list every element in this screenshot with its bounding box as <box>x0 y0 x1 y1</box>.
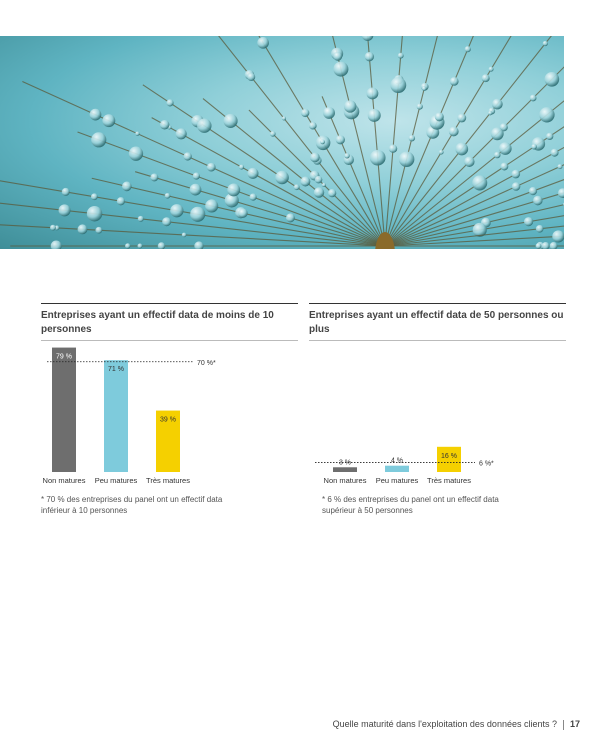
photo-drop <box>389 144 397 152</box>
photo-drop <box>184 152 192 160</box>
photo-stem <box>385 36 406 246</box>
page-footer <box>333 719 580 730</box>
photo-drop <box>489 67 494 72</box>
photo-stem <box>367 36 385 246</box>
photo-drop <box>449 127 459 137</box>
photo-drop <box>539 107 554 122</box>
photo-drop <box>257 37 269 49</box>
photo-drop <box>102 114 115 127</box>
photo-drop <box>314 187 324 197</box>
value-label: 39 % <box>160 416 176 424</box>
bar-peu-matures <box>385 466 409 472</box>
photo-drop <box>117 197 125 205</box>
photo-drop <box>190 184 202 196</box>
photo-drop <box>315 176 323 184</box>
photo-drop <box>550 242 558 249</box>
photo-drop <box>197 118 211 132</box>
category-label: Non matures <box>42 476 86 485</box>
photo-drop <box>465 46 471 52</box>
photo-drop <box>536 243 542 249</box>
bar-non-matures <box>333 467 357 472</box>
bar-chart-left <box>41 345 298 490</box>
photo-drop <box>207 163 216 172</box>
photo-drop <box>135 132 139 136</box>
photo-drop <box>239 165 244 170</box>
footnote-right: * 6 % des entreprises du panel ont un effectif data supérieur à 50 personnes <box>322 495 499 515</box>
photo-stem <box>22 81 385 246</box>
photo-drop <box>270 131 276 137</box>
photo-drop <box>51 240 62 249</box>
photo-drop <box>176 128 187 139</box>
chart-title-left: Entreprises ayant un effectif data de moins de 10 personnes <box>41 304 298 341</box>
photo-stem <box>0 166 385 246</box>
photo-drop <box>398 53 404 59</box>
value-label: 79 % <box>56 353 72 361</box>
category-label: Peu matures <box>375 476 419 485</box>
bar-peu-matures <box>104 360 128 472</box>
dandelion-water-drops-photo <box>0 36 564 249</box>
photo-drop <box>301 109 309 117</box>
value-label: 71 % <box>108 366 124 374</box>
photo-stem <box>385 200 564 246</box>
photo-drop <box>390 77 406 93</box>
photo-drop <box>409 135 415 141</box>
photo-drop <box>249 193 256 200</box>
photo-drop <box>563 202 564 206</box>
photo-drop <box>557 164 562 169</box>
photo-drop <box>205 199 218 212</box>
photo-drop <box>328 189 336 197</box>
photo-drop <box>309 122 317 130</box>
photo-drop <box>511 170 520 179</box>
photo-drop <box>536 225 544 233</box>
photo-drop <box>138 216 144 222</box>
chart-panel-right <box>309 303 566 341</box>
photo-drop <box>138 244 143 249</box>
photo-drop <box>399 152 415 168</box>
photo-drop <box>322 183 326 187</box>
photo-drop <box>524 217 533 226</box>
photo-drop <box>488 111 492 115</box>
photo-drop <box>531 144 537 150</box>
photo-drop <box>310 153 320 163</box>
photo-drop <box>551 149 559 157</box>
photo-drop <box>552 230 564 242</box>
photo-drop <box>62 188 70 196</box>
photo-drop <box>455 143 468 156</box>
photo-drop <box>78 224 88 234</box>
photo-drop <box>166 99 173 106</box>
photo-drop <box>482 74 490 82</box>
photo-drop <box>190 207 205 222</box>
photo-drop <box>530 95 537 102</box>
photo-drop <box>512 182 521 191</box>
photo-drop <box>435 112 444 121</box>
value-label: 3 % <box>338 459 352 467</box>
photo-drop <box>439 150 444 155</box>
photo-drop <box>91 193 98 200</box>
photo-drop <box>224 114 238 128</box>
photo-drop <box>499 142 512 155</box>
photo-drop <box>417 104 423 110</box>
reference-line-label: 6 %* <box>479 460 494 468</box>
photo-drop <box>150 173 158 181</box>
photo-drop <box>170 204 183 217</box>
photo-drop <box>247 73 255 81</box>
photo-drop <box>450 77 459 86</box>
photo-drop <box>545 72 560 87</box>
photo-drop <box>95 227 102 234</box>
photo-drop <box>344 100 356 112</box>
category-label: Très matures <box>427 476 471 485</box>
photo-drop <box>370 150 386 166</box>
photo-drop <box>333 62 348 77</box>
photo-drop <box>158 242 165 249</box>
photo-drop <box>500 163 508 171</box>
photo-drop <box>365 52 374 61</box>
photo-drop <box>193 172 200 179</box>
photo-stem <box>229 36 385 246</box>
bar-non-matures <box>52 348 76 472</box>
photo-drop <box>194 241 203 249</box>
photo-drop <box>333 52 342 61</box>
photo-drop <box>529 187 537 195</box>
photo-drop <box>362 36 374 41</box>
photo-drop <box>90 109 102 121</box>
photo-drop <box>494 152 501 159</box>
photo-drop <box>247 168 258 179</box>
value-label: 4 % <box>390 457 404 465</box>
photo-drop <box>472 175 487 190</box>
photo-drop <box>286 213 295 222</box>
category-label: Non matures <box>323 476 367 485</box>
photo-drop <box>129 147 143 161</box>
footer-separator <box>563 720 564 730</box>
chart-panel-left <box>41 303 298 341</box>
photo-drop <box>300 177 310 187</box>
bar-chart-right <box>309 345 566 490</box>
photo-drop <box>182 233 187 238</box>
category-label: Peu matures <box>94 476 138 485</box>
photo-drop <box>160 120 169 129</box>
photo-drop <box>59 204 71 216</box>
footnote-left: * 70 % des entreprises du panel ont un effectif data inférieur à 10 personnes <box>41 495 223 515</box>
photo-drop <box>543 41 548 46</box>
photo-drop <box>422 86 426 90</box>
value-label: 16 % <box>441 452 457 460</box>
footer-text: Quelle maturité dans l'exploitation des données clients ? <box>332 719 557 730</box>
photo-drop <box>533 196 543 206</box>
photo-drop <box>464 157 474 167</box>
photo-drop <box>366 88 378 100</box>
photo-drop <box>125 243 130 248</box>
photo-drop <box>457 114 466 123</box>
photo-drop <box>50 225 56 231</box>
photo-drop <box>323 107 335 119</box>
photo-drop <box>165 193 171 199</box>
photo-drop <box>491 127 504 140</box>
photo-drop <box>368 109 381 122</box>
photo-drop <box>91 132 106 147</box>
photo-drop <box>122 182 132 192</box>
photo-drop <box>275 171 289 185</box>
page-number: 17 <box>569 719 580 730</box>
photo-drop <box>336 135 345 144</box>
photo-drop <box>282 116 286 120</box>
category-label: Très matures <box>146 476 190 485</box>
photo-drop <box>344 153 349 158</box>
photo-drop <box>238 208 247 217</box>
photo-drop <box>492 99 503 110</box>
photo-drop <box>558 188 564 198</box>
photo-drop <box>227 183 240 196</box>
photo-drop <box>320 139 325 144</box>
photo-drop <box>294 184 300 190</box>
photo-drop <box>162 217 171 226</box>
photo-drop <box>87 206 102 221</box>
chart-title-right: Entreprises ayant un effectif data de 50 personnes ou plus <box>309 304 566 341</box>
photo-drop <box>546 133 553 140</box>
hero-photo <box>0 36 564 249</box>
reference-line-label: 70 %* <box>197 359 216 367</box>
